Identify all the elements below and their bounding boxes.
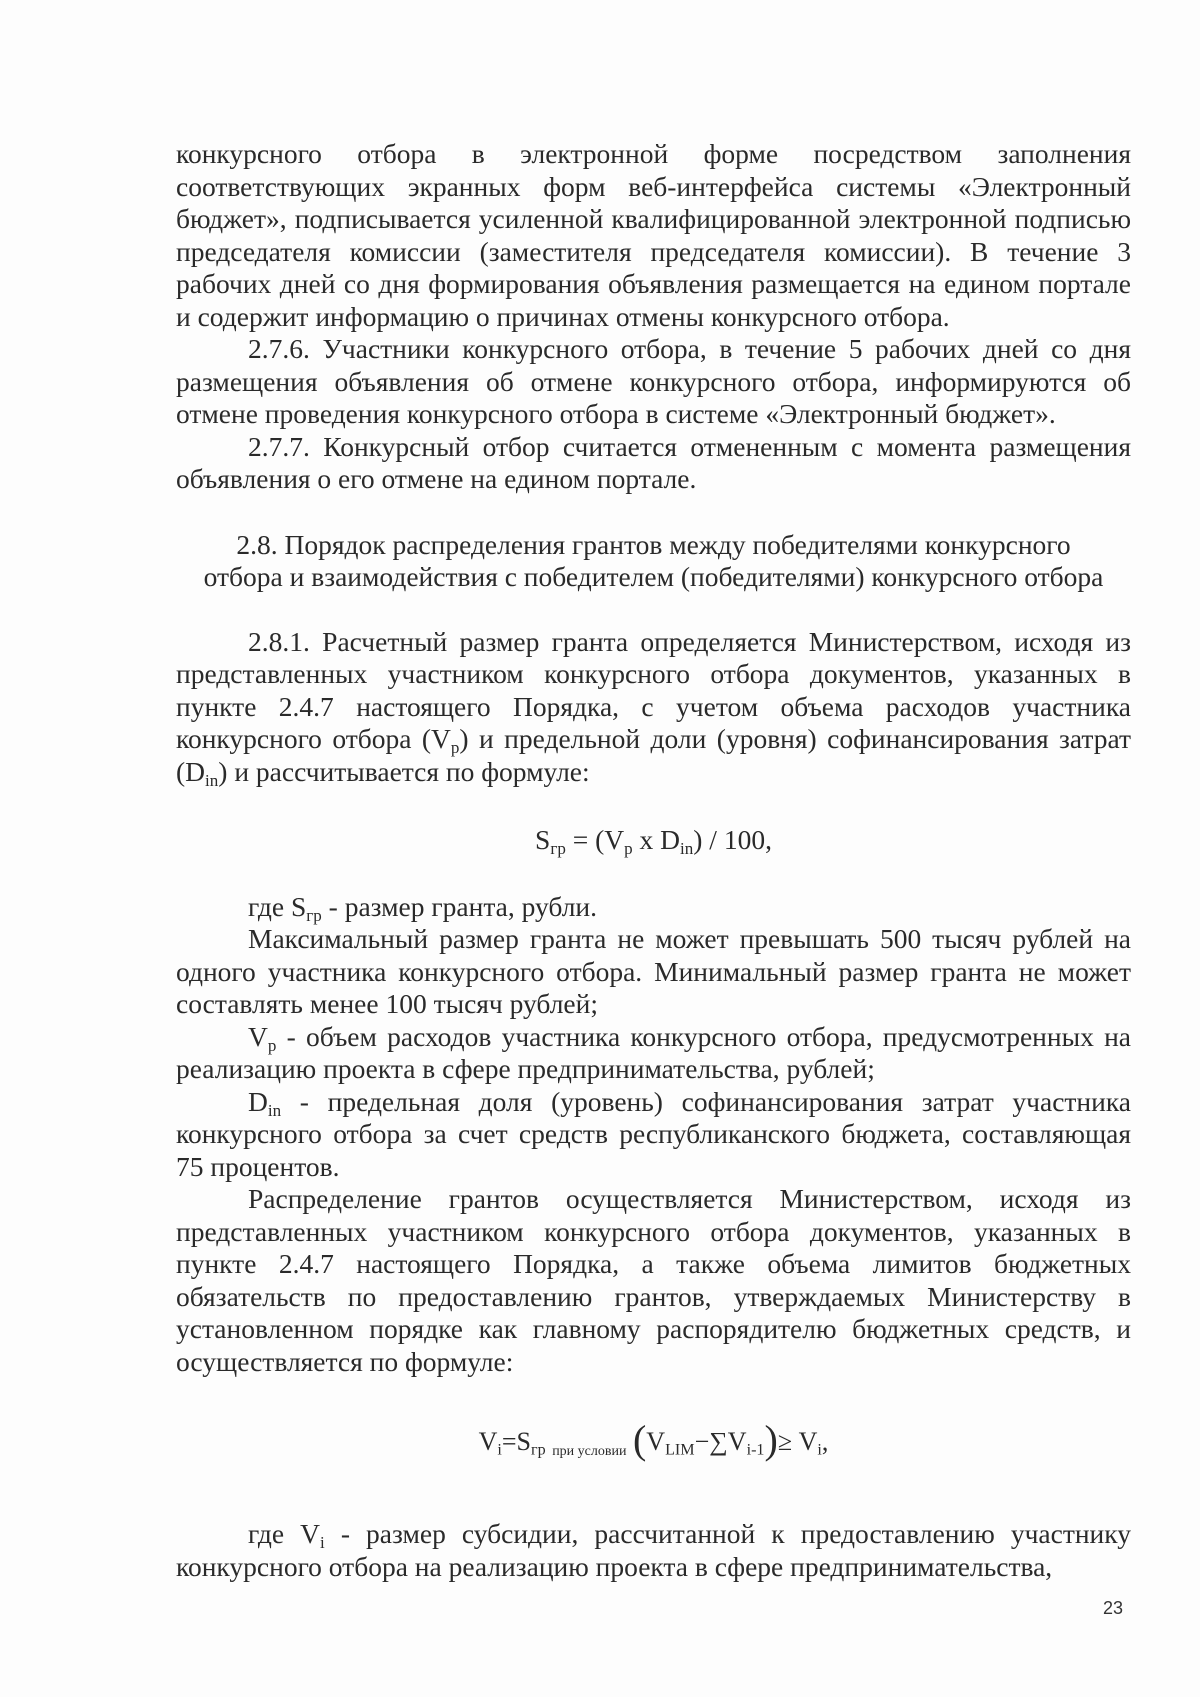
paragraph-2-7-7: 2.7.7. Конкурсный отбор считается отмененным с момента размещения объявления о его отмене на едином портале. bbox=[176, 430, 1131, 494]
formula-grant-size: $S_{гр} = (V_p$ x $D_{in}) / 100$, bbox=[535, 824, 772, 858]
page-number: 23 bbox=[1103, 1598, 1124, 1618]
heading-line-2: отбора и взаимодействия с победителем (победителями) конкурсного отбора bbox=[203, 561, 1104, 592]
paragraph-2-7-6: 2.7.6. Участники конкурсного отбора, в течение 5 рабочих дней со дня размещения объявления об отмене конкурсного отбора, информируются об отмене проведения конкурсного отбора в системе «Электронный бюджет». bbox=[176, 333, 1131, 429]
paragraph-2-8-1: 2.8.1. Расчетный размер гранта определяется Министерством, исходя из представленных участником конкурсного отбора документов, указанных в пункте 2.4.7 настоящего Порядка, с учетом объема расходов участника конкурсного отбора $(V_p)$ и предельной доли (уровня) софинансирования затрат $(D_{in})$ и рассчитывается по формуле: bbox=[176, 625, 1131, 790]
section-heading-2-8 bbox=[176, 529, 1131, 594]
paragraph-distribution: Распределение грантов осуществляется Министерством, исходя из представленных участником конкурсного отбора документов, указанных в пункте 2.4.7 настоящего Порядка, а также объема лимитов бюджетных обязательств по предоставлению грантов, утверждаемых Министерству в установленном порядке как главному распорядителю бюджетных средств, и осуществляется по формуле: bbox=[176, 1183, 1131, 1377]
paragraph-vp-definition: $V_p$ - объем расходов участника конкурсного отбора, предусмотренных на реализацию проекта в сфере предпринимательства, рублей; bbox=[176, 1020, 1131, 1084]
paragraph-cancellation-notice: конкурсного отбора в электронной форме посредством заполнения соответствующих экранных форм веб-интерфейса системы «Электронный бюджет», подписывается усиленной квалифицированной электронной подписью председателя комиссии (заместителя председателя комиссии). В течение 3 рабочих дней со дня формирования объявления размещается на едином портале и содержит информацию о причинах отмены конкурсного отбора. bbox=[176, 138, 1131, 332]
paragraph-max-grant: Максимальный размер гранта не может превышать 500 тысяч рублей на одного участника конкурсного отбора. Минимальный размер гранта не может составлять менее 100 тысяч рублей; bbox=[176, 923, 1131, 1019]
paragraph-din-definition: $D_{in}$ - предельная доля (уровень) софинансирования затрат участника конкурсного отбора за счет средств республиканского бюджета, составляющая 75 процентов. bbox=[176, 1085, 1131, 1182]
document-body bbox=[176, 138, 1131, 1583]
paragraph-where-s: где $S_{гр}$ - размер гранта, рубли. bbox=[248, 890, 598, 925]
heading-line-1: 2.8. Порядок распределения грантов между победителями конкурсного bbox=[236, 528, 1071, 560]
formula-distribution: $V_i=S_{гр}$ при условии $(V_{LIM}-\sum V_{i-1})\ge V_i$, bbox=[478, 1417, 829, 1462]
paragraph-where-vi: где $V_i$ - размер субсидии, рассчитанной к предоставлению участнику конкурсного отбора на реализацию проекта в сфере предпринимательства, bbox=[176, 1518, 1131, 1582]
